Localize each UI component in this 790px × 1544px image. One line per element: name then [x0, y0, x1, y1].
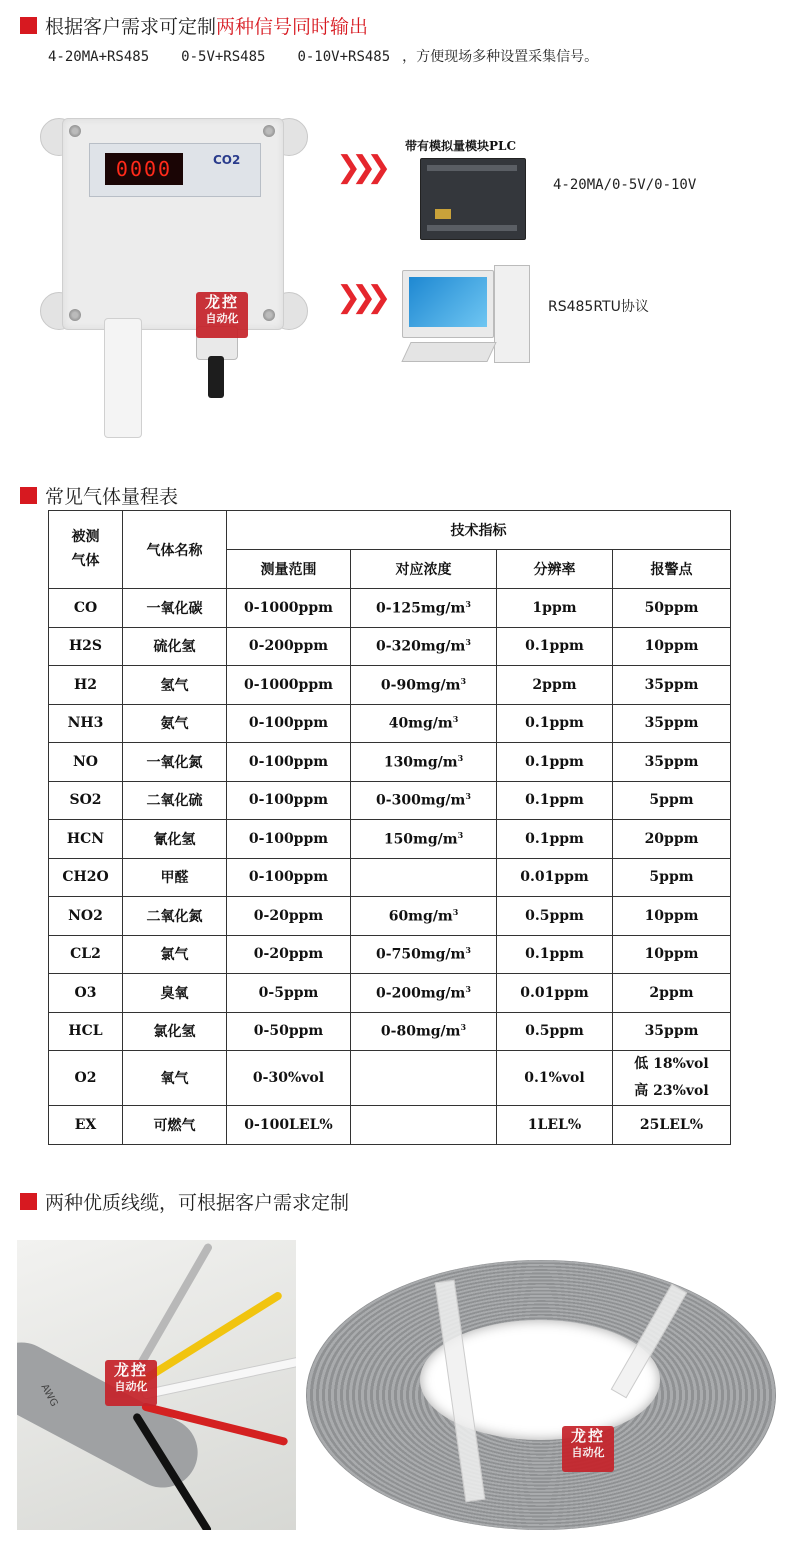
- table-row: [49, 820, 731, 859]
- cell-gas: [49, 627, 123, 666]
- header-alarm: 报警点: [613, 550, 731, 589]
- cell-gas-name: [123, 1012, 227, 1051]
- cell-range-text: 0-1000ppm: [244, 599, 333, 616]
- cell-range: [227, 858, 351, 897]
- cell-range-text: 0-200ppm: [248, 638, 329, 655]
- table-row: [49, 743, 731, 782]
- cell-concentration-text: 40mg/m: [388, 716, 453, 733]
- cell-resolution: [497, 1012, 613, 1051]
- cell-gas: [49, 589, 123, 628]
- cell-resolution-text: 0.1ppm: [525, 638, 584, 655]
- cell-gas-text: HCL: [68, 1023, 103, 1040]
- cell-alarm-text: 25LEL%: [639, 1116, 704, 1133]
- cell-alarm-text: 5ppm: [649, 792, 694, 809]
- cell-gas-name: [123, 935, 227, 974]
- cell-gas: [49, 935, 123, 974]
- unit-exponent: 3: [465, 983, 471, 994]
- cell-range: [227, 704, 351, 743]
- section3-heading: [20, 1188, 349, 1215]
- header-gas-name: 气体名称: [123, 511, 227, 589]
- table-row: [49, 858, 731, 897]
- header-range: 测量范围: [227, 550, 351, 589]
- cell-gas-text: O3: [74, 984, 97, 1001]
- cell-gas-name: [123, 897, 227, 936]
- cell-range: [227, 743, 351, 782]
- brand-stamp-line2: 自动化: [205, 311, 239, 325]
- cell-gas-text: H2: [74, 676, 97, 693]
- cell-concentration-text: 0-200mg/m: [376, 985, 466, 1002]
- brand-stamp: [562, 1426, 614, 1472]
- cell-range-text: 0-100ppm: [248, 753, 329, 770]
- signal-note: ，方便现场多种设置采集信号。: [402, 49, 599, 65]
- cell-range: [227, 1051, 351, 1106]
- cell-resolution-text: 0.1%vol: [524, 1070, 585, 1086]
- cell-alarm-text: 10ppm: [644, 946, 699, 963]
- brand-stamp: [196, 292, 248, 338]
- cell-gas-text: NO2: [68, 907, 103, 924]
- cell-range-text: 0-5ppm: [258, 984, 319, 1001]
- cell-range-text: 0-100LEL%: [244, 1116, 333, 1133]
- brand-stamp-line1: 龙控: [570, 1427, 605, 1445]
- table-row: [49, 1106, 731, 1145]
- cell-range: [227, 974, 351, 1013]
- cell-alarm-text: 50ppm: [644, 599, 699, 616]
- cell-resolution-text: 0.01ppm: [520, 984, 589, 1001]
- cell-gas: [49, 897, 123, 936]
- cell-gas: [49, 1051, 123, 1106]
- cell-alarm: [613, 897, 731, 936]
- cell-alarm: [613, 781, 731, 820]
- cell-gas-text: EX: [74, 1116, 97, 1133]
- cell-resolution-text: 0.5ppm: [525, 1023, 584, 1040]
- unit-exponent: 3: [465, 945, 471, 956]
- cell-range-text: 0-100ppm: [248, 869, 329, 886]
- cell-alarm: [613, 935, 731, 974]
- cell-range-text: 0-20ppm: [253, 907, 324, 924]
- cell-gas-name-text: 一氧化氮: [146, 754, 203, 771]
- table-row: [49, 897, 731, 936]
- cell-gas-name-text: 一氧化碳: [146, 600, 203, 617]
- cell-gas-name-text: 二氧化氮: [146, 908, 203, 925]
- unit-exponent: 3: [460, 675, 467, 686]
- table-row: [49, 666, 731, 705]
- section1-heading: [20, 12, 368, 39]
- cell-range-text: 0-1000ppm: [244, 676, 333, 693]
- cell-gas: [49, 1012, 123, 1051]
- cell-gas-name-text: 二氧化硫: [146, 793, 203, 810]
- cell-gas-name: [123, 974, 227, 1013]
- rs485-protocol-label: RS485RTU协议: [548, 299, 649, 315]
- cell-gas-name: [123, 1051, 227, 1106]
- cell-range-text: 0-50ppm: [253, 1023, 324, 1040]
- unit-exponent: 3: [460, 1022, 467, 1033]
- cell-alarm-text: 2ppm: [649, 984, 694, 1001]
- cell-concentration-text: 0-300mg/m: [376, 793, 466, 810]
- cell-concentration-text: 0-750mg/m: [376, 947, 466, 964]
- screw-icon: [263, 125, 275, 137]
- cable-print: AWG: [38, 1382, 60, 1409]
- cell-gas-name-text: 氰化氢: [153, 831, 196, 848]
- cell-concentration: [351, 935, 497, 974]
- brand-stamp-line1: 龙控: [113, 1361, 148, 1379]
- cell-concentration: [351, 858, 497, 897]
- brand-stamp: [105, 1360, 157, 1406]
- plc-terminal-strip: [427, 165, 517, 171]
- cell-concentration: [351, 1106, 497, 1145]
- cell-resolution-text: 2ppm: [532, 676, 577, 693]
- cell-gas-name: [123, 858, 227, 897]
- cell-gas-name-text: 甲醛: [160, 870, 189, 887]
- cell-gas-name-text: 可燃气: [153, 1117, 196, 1134]
- cell-gas-text: NO: [73, 753, 98, 770]
- cell-range-text: 0-30%vol: [252, 1070, 325, 1086]
- cell-concentration-text: 0-80mg/m: [380, 1024, 461, 1041]
- arrow-right-icon: ❯❯❯: [336, 150, 382, 185]
- cell-range-text: 0-100ppm: [248, 830, 329, 847]
- cable-stub: [208, 356, 224, 398]
- section1-title-highlight: 两种信号同时输出: [216, 16, 369, 38]
- cell-gas-name: [123, 666, 227, 705]
- cell-gas-name: [123, 704, 227, 743]
- section3-title: 两种优质线缆，可根据客户需求定制: [45, 1192, 350, 1214]
- cell-gas-name-text: 氨气: [160, 716, 189, 733]
- cell-concentration: [351, 897, 497, 936]
- cell-range: [227, 1106, 351, 1145]
- cell-range-text: 0-100ppm: [248, 792, 329, 809]
- cell-gas-name: [123, 1106, 227, 1145]
- section2-heading: [20, 482, 178, 509]
- cell-gas-name-text: 氧气: [160, 1071, 189, 1087]
- cell-resolution-text: 0.1ppm: [525, 715, 584, 732]
- cell-concentration-text: 150mg/m: [383, 831, 458, 848]
- cell-range: [227, 781, 351, 820]
- cell-resolution-text: 0.1ppm: [525, 946, 584, 963]
- cell-concentration: [351, 627, 497, 666]
- signal-options: [48, 46, 630, 66]
- cell-concentration: [351, 974, 497, 1013]
- table-row: [49, 1051, 731, 1106]
- cell-resolution: [497, 1051, 613, 1106]
- cell-concentration: [351, 820, 497, 859]
- cell-concentration: [351, 704, 497, 743]
- cell-concentration-text: 0-90mg/m: [380, 677, 461, 694]
- cell-gas: [49, 781, 123, 820]
- cell-alarm: [613, 858, 731, 897]
- cell-concentration-text: 0-320mg/m: [376, 639, 466, 656]
- cell-gas-text: CL2: [70, 946, 101, 963]
- header-resolution: 分辨率: [497, 550, 613, 589]
- cell-resolution: [497, 627, 613, 666]
- sensor-probe: [104, 318, 142, 438]
- cell-resolution: [497, 781, 613, 820]
- cell-gas: [49, 743, 123, 782]
- shielded-cable-photo: [17, 1240, 296, 1530]
- cell-alarm: [613, 1106, 731, 1145]
- cell-alarm-text: 35ppm: [644, 715, 699, 732]
- screw-icon: [263, 309, 275, 321]
- cell-alarm-text: 35ppm: [644, 1023, 699, 1040]
- red-square-icon: [20, 17, 37, 34]
- cell-alarm: [613, 589, 731, 628]
- brand-stamp-line1: 龙控: [204, 293, 239, 311]
- table-row: [49, 704, 731, 743]
- cell-resolution: [497, 743, 613, 782]
- unit-exponent: 3: [452, 906, 459, 917]
- cell-gas-name-text: 氢气: [160, 677, 189, 694]
- cell-concentration: [351, 781, 497, 820]
- device-case: [62, 118, 284, 330]
- computer-tower-image: [494, 265, 530, 363]
- gas-label: CO2: [213, 153, 241, 167]
- cell-alarm-high-text: 高 23%vol: [634, 1083, 709, 1099]
- section1-title: 根据客户需求可定制: [45, 16, 217, 38]
- cell-resolution: [497, 589, 613, 628]
- arrow-right-icon: ❯❯❯: [336, 280, 382, 315]
- cell-concentration-text: 60mg/m: [388, 908, 453, 925]
- signal-option-3: 0-10V+RS485: [297, 49, 391, 65]
- table-row: [49, 935, 731, 974]
- cell-resolution-text: 0.5ppm: [525, 907, 584, 924]
- cell-gas: [49, 704, 123, 743]
- brand-stamp-line2: 自动化: [114, 1379, 148, 1393]
- cell-gas-text: SO2: [69, 792, 102, 809]
- cell-gas-name: [123, 820, 227, 859]
- cell-range: [227, 627, 351, 666]
- cell-alarm-text: 35ppm: [644, 753, 699, 770]
- cell-concentration: [351, 666, 497, 705]
- cell-resolution-text: 0.1ppm: [525, 830, 584, 847]
- cell-gas-text: CH2O: [62, 869, 109, 886]
- cell-alarm: [613, 974, 731, 1013]
- cell-concentration-text: 0-125mg/m: [376, 600, 466, 617]
- header-gas: 被测 气体: [49, 511, 123, 589]
- cell-resolution: [497, 666, 613, 705]
- cell-concentration: [351, 1012, 497, 1051]
- signal-option-1: 4-20MA+RS485: [48, 49, 150, 65]
- cell-gas: [49, 858, 123, 897]
- cell-gas-name-text: 硫化氢: [153, 639, 196, 656]
- monitor-screen: [409, 277, 487, 327]
- computer-monitor-image: [402, 270, 494, 338]
- cell-alarm: [613, 666, 731, 705]
- cell-range: [227, 820, 351, 859]
- cell-gas-name-text: 臭氧: [160, 985, 189, 1002]
- led-display: 0000: [105, 153, 183, 185]
- cell-range: [227, 897, 351, 936]
- cell-concentration: [351, 1051, 497, 1106]
- cell-resolution-text: 0.1ppm: [525, 792, 584, 809]
- cell-gas-name: [123, 589, 227, 628]
- cell-gas-name: [123, 743, 227, 782]
- unit-exponent: 3: [457, 752, 464, 763]
- cell-alarm-text: 35ppm: [644, 676, 699, 693]
- cell-gas-name: [123, 627, 227, 666]
- cell-alarm-text: 10ppm: [644, 907, 699, 924]
- table-row: [49, 974, 731, 1013]
- cell-gas: [49, 820, 123, 859]
- table-row: [49, 627, 731, 666]
- cell-gas-name: [123, 781, 227, 820]
- signal-option-2: 0-5V+RS485: [181, 49, 266, 65]
- cell-alarm: [613, 1051, 731, 1106]
- cell-range: [227, 589, 351, 628]
- unit-exponent: 3: [465, 791, 471, 802]
- table-row: [49, 589, 731, 628]
- cell-resolution-text: 0.01ppm: [520, 869, 589, 886]
- cell-range: [227, 1012, 351, 1051]
- section2-title: 常见气体量程表: [45, 486, 179, 508]
- cell-alarm: [613, 743, 731, 782]
- screw-icon: [69, 125, 81, 137]
- cell-resolution-text: 1ppm: [532, 599, 577, 616]
- plc-module-image: [420, 158, 526, 240]
- unit-exponent: 3: [465, 637, 471, 648]
- red-square-icon: [20, 487, 37, 504]
- cell-alarm: [613, 1012, 731, 1051]
- cable-coil-photo: [300, 1240, 778, 1540]
- table-row: [49, 1012, 731, 1051]
- plc-port: [435, 209, 451, 219]
- cell-range-text: 0-20ppm: [253, 946, 324, 963]
- unit-exponent: 3: [452, 714, 459, 725]
- cell-alarm-text: 低 18%vol: [634, 1056, 709, 1073]
- gas-table-body: [49, 589, 731, 1145]
- cell-range-text: 0-100ppm: [248, 715, 329, 732]
- keyboard-image: [401, 342, 496, 362]
- cell-alarm: [613, 820, 731, 859]
- cell-resolution: [497, 1106, 613, 1145]
- cell-gas-text: O2: [74, 1070, 97, 1086]
- plc-output-label: 4-20MA/0-5V/0-10V: [553, 177, 697, 193]
- brand-stamp-line2: 自动化: [571, 1445, 605, 1459]
- unit-exponent: 3: [457, 829, 464, 840]
- cell-resolution: [497, 974, 613, 1013]
- cell-alarm-text: 10ppm: [644, 638, 699, 655]
- cell-alarm-text: 5ppm: [649, 869, 694, 886]
- table-row: [49, 781, 731, 820]
- plc-terminal-strip: [427, 225, 517, 231]
- cell-resolution: [497, 704, 613, 743]
- red-square-icon: [20, 1193, 37, 1210]
- cell-gas-text: HCN: [66, 830, 105, 847]
- unit-exponent: 3: [465, 598, 471, 609]
- cell-resolution: [497, 897, 613, 936]
- screw-icon: [69, 309, 81, 321]
- cell-gas-text: NH3: [67, 715, 104, 732]
- cell-resolution: [497, 858, 613, 897]
- plc-title: 带有模拟量模块PLC: [405, 139, 517, 153]
- cell-concentration: [351, 589, 497, 628]
- cell-gas: [49, 1106, 123, 1145]
- cell-gas-text: H2S: [68, 638, 103, 655]
- cell-resolution: [497, 935, 613, 974]
- cell-gas: [49, 666, 123, 705]
- cell-range: [227, 666, 351, 705]
- cell-range: [227, 935, 351, 974]
- cell-alarm: [613, 704, 731, 743]
- cell-gas-text: CO: [73, 599, 98, 616]
- cell-concentration-text: 130mg/m: [383, 754, 458, 771]
- cell-alarm: [613, 627, 731, 666]
- cell-resolution-text: 0.1ppm: [525, 753, 584, 770]
- cell-resolution-text: 1LEL%: [527, 1116, 582, 1133]
- cell-gas-name-text: 氯化氢: [153, 1024, 196, 1041]
- header-spec: 技术指标: [227, 511, 731, 550]
- gas-range-table: [48, 510, 731, 1145]
- cell-gas-name-text: 氯气: [160, 947, 189, 964]
- cell-resolution: [497, 820, 613, 859]
- header-concentration: 对应浓度: [351, 550, 497, 589]
- cell-gas: [49, 974, 123, 1013]
- cell-alarm-text: 20ppm: [644, 830, 699, 847]
- co2-transmitter-image: [34, 118, 310, 436]
- cell-concentration: [351, 743, 497, 782]
